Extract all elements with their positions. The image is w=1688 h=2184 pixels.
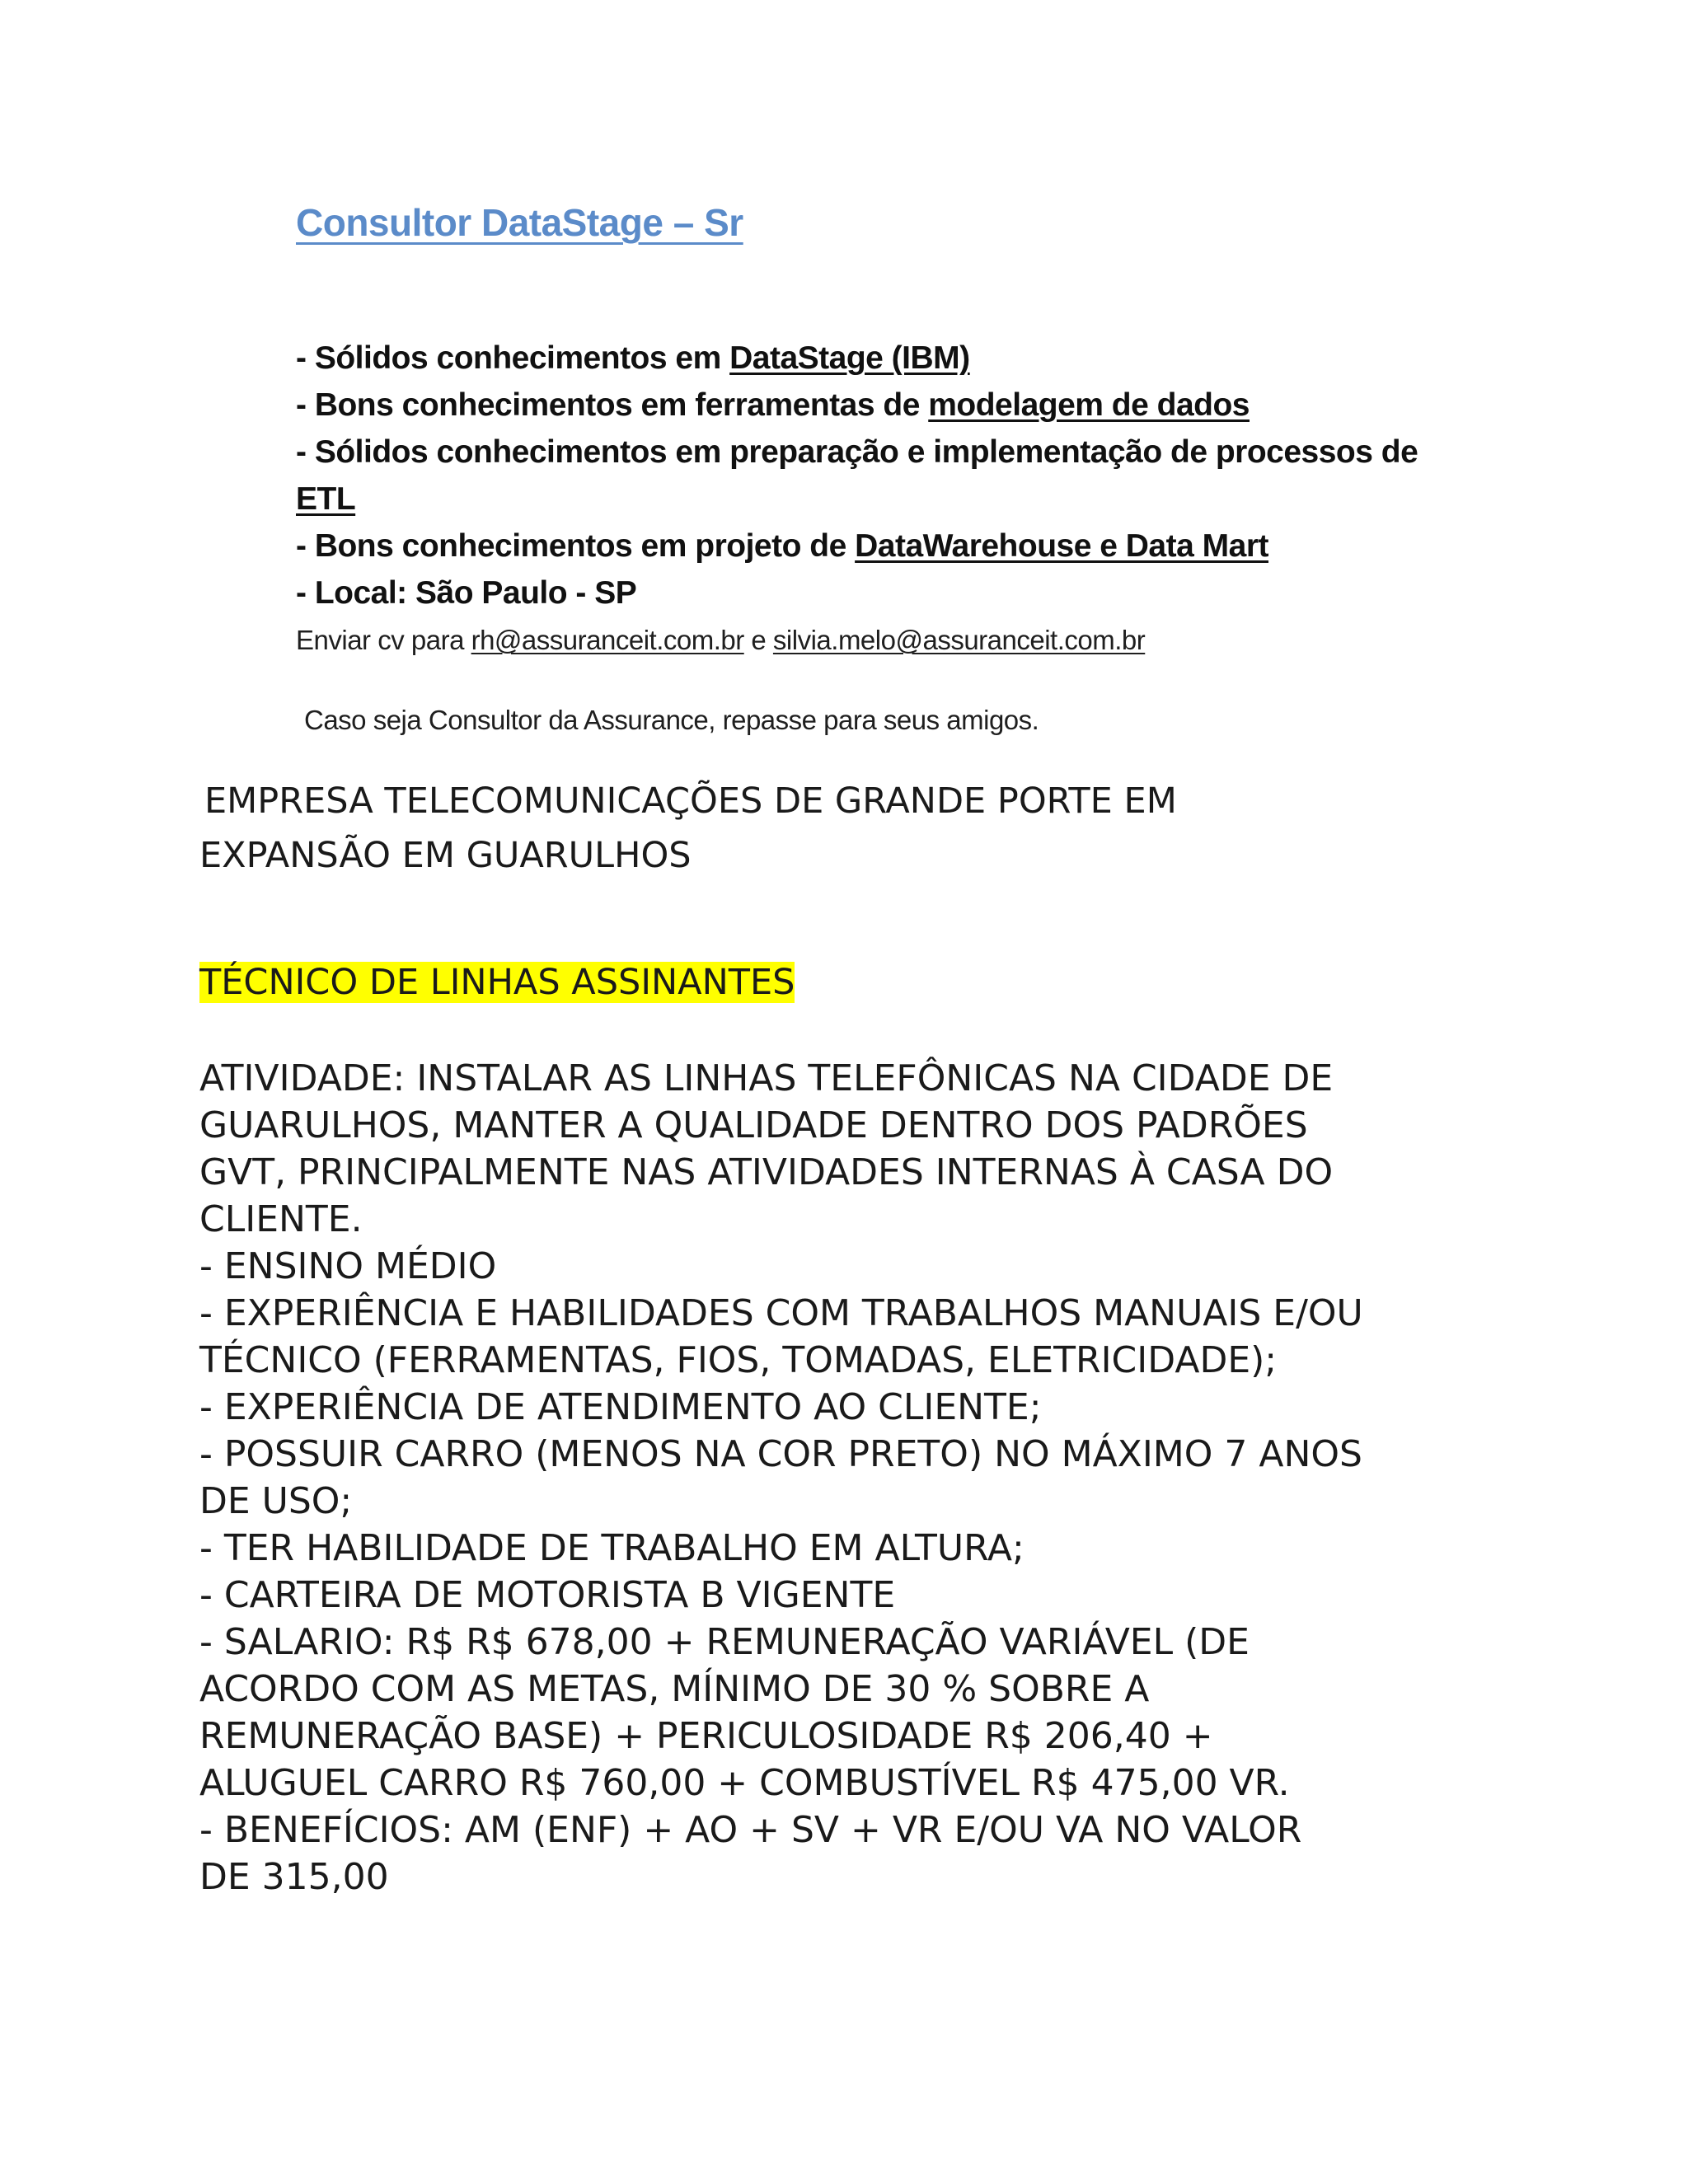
- job2-line: ATIVIDADE: INSTALAR AS LINHAS TELEFÔNICAS NA CIDADE DE: [199, 1057, 1334, 1099]
- job2-line: GUARULHOS, MANTER A QUALIDADE DENTRO DOS PADRÕES: [199, 1104, 1308, 1146]
- job2-line: ALUGUEL CARRO R$ 760,00 + COMBUSTÍVEL R$ 475,00 VR.: [199, 1762, 1290, 1804]
- job1-requirement-3-cont: [296, 481, 355, 518]
- job1-note: Caso seja Consultor da Assurance, repasse para seus amigos.: [304, 705, 1039, 735]
- job1-location: - Local: São Paulo - SP: [296, 575, 637, 611]
- job2-title: [199, 962, 795, 1003]
- job2-line: - CARTEIRA DE MOTORISTA B VIGENTE: [199, 1574, 896, 1616]
- email-link-rh[interactable]: rh@assuranceit.com.br: [471, 625, 744, 655]
- job2-line: - TER HABILIDADE DE TRABALHO EM ALTURA;: [199, 1527, 1025, 1569]
- job2-line: DE 315,00: [199, 1856, 389, 1898]
- job2-title-highlight: TÉCNICO DE LINHAS ASSINANTES: [199, 962, 795, 1003]
- job1-requirement-2: [296, 387, 1250, 424]
- email-link-silvia[interactable]: silvia.melo@assuranceit.com.br: [772, 625, 1146, 655]
- job1-send-cv: [296, 625, 1145, 656]
- job2-line: - SALARIO: R$ R$ 678,00 + REMUNERAÇÃO VARIÁVEL (DE: [199, 1621, 1250, 1663]
- requirement-text: - Bons conhecimentos em ferramentas de: [296, 387, 929, 423]
- job2-line: - BENEFÍCIOS: AM (ENF) + AO + SV + VR E/OU VA NO VALOR: [199, 1809, 1302, 1851]
- requirement-link[interactable]: modelagem de dados: [928, 387, 1250, 423]
- send-cv-and: e: [743, 625, 773, 655]
- job1-requirement-4: [296, 528, 1268, 565]
- requirement-link[interactable]: ETL: [296, 481, 356, 517]
- requirement-text: - Bons conhecimentos em projeto de: [296, 528, 856, 564]
- send-cv-label: Enviar cv para: [296, 625, 471, 655]
- job2-line: - EXPERIÊNCIA E HABILIDADES COM TRABALHOS MANUAIS E/OU: [199, 1292, 1363, 1334]
- job1-requirement-1: [296, 340, 970, 377]
- job2-line: GVT, PRINCIPALMENTE NAS ATIVIDADES INTERNAS À CASA DO: [199, 1151, 1334, 1193]
- job2-line: - EXPERIÊNCIA DE ATENDIMENTO AO CLIENTE;: [199, 1386, 1042, 1428]
- job2-company-line-2: EXPANSÃO EM GUARULHOS: [199, 835, 692, 876]
- job2-line: DE USO;: [199, 1480, 353, 1522]
- job2-line: - ENSINO MÉDIO: [199, 1245, 497, 1287]
- requirement-text: - Sólidos conhecimentos em preparação e implementação de processos de: [296, 434, 1418, 470]
- job2-line: TÉCNICO (FERRAMENTAS, FIOS, TOMADAS, ELETRICIDADE);: [199, 1339, 1278, 1381]
- job2-line: CLIENTE.: [199, 1198, 363, 1240]
- requirement-link[interactable]: DataStage (IBM): [729, 340, 970, 376]
- job1-title: Consultor DataStage – Sr: [296, 201, 743, 244]
- job2-line: ACORDO COM AS METAS, MÍNIMO DE 30 % SOBRE A: [199, 1668, 1150, 1710]
- job2-line: REMUNERAÇÃO BASE) + PERICULOSIDADE R$ 206,40 +: [199, 1715, 1213, 1757]
- requirement-link[interactable]: DataWarehouse e Data Mart: [855, 528, 1268, 564]
- requirement-text: - Sólidos conhecimentos em: [296, 340, 730, 376]
- job2-company-line-1: EMPRESA TELECOMUNICAÇÕES DE GRANDE PORTE EM: [204, 780, 1177, 822]
- job1-requirement-3: [296, 434, 1418, 471]
- job2-line: - POSSUIR CARRO (MENOS NA COR PRETO) NO MÁXIMO 7 ANOS: [199, 1433, 1362, 1475]
